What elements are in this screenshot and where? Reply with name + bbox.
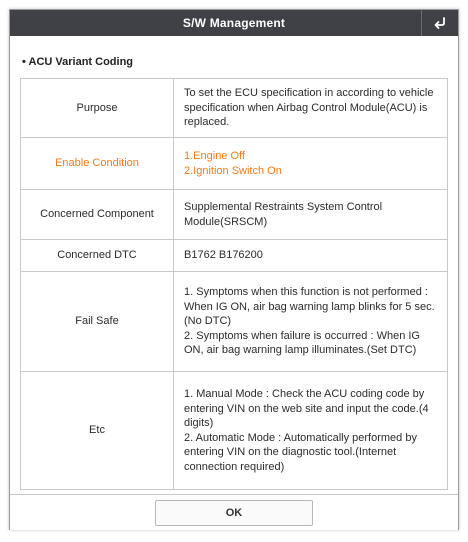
row-label: Concerned DTC [21, 240, 174, 272]
row-value-line: 1. Manual Mode : Check the ACU coding code by entering VIN on the web site and input the code.(4 digits) [184, 388, 429, 429]
dialog-titlebar [10, 10, 458, 36]
row-value-line: B1762 B176200 [184, 249, 263, 262]
row-value [174, 138, 448, 190]
table-row [21, 190, 448, 240]
row-value [174, 272, 448, 372]
table-row [21, 272, 448, 372]
ok-button[interactable]: OK [155, 500, 313, 526]
row-value-line: 2.Ignition Switch On [184, 164, 282, 177]
row-value-line: Supplemental Restraints System Control Module(SRSCM) [184, 201, 383, 228]
row-value [174, 79, 448, 138]
dialog-title: S/W Management [182, 16, 286, 30]
table-row [21, 372, 448, 490]
row-value [174, 372, 448, 490]
row-value-line: 1. Symptoms when this function is not performed : When IG ON, air bag warning lamp blinks for 5 sec.(No DTC) [184, 286, 435, 328]
table-row [21, 79, 448, 138]
row-value-line: 2. Automatic Mode : Automatically performed by entering VIN on the diagnostic tool.(Internet connection required) [184, 431, 417, 473]
return-arrow-icon [432, 16, 448, 30]
row-value-line: 2. Symptoms when failure is occurred : When IG ON, air bag warning lamp illuminates.(Set DTC) [184, 329, 420, 357]
info-table [20, 78, 448, 490]
row-label: Fail Safe [21, 272, 174, 372]
row-value [174, 240, 448, 272]
row-value-line: 1.Engine Off [184, 150, 245, 162]
table-row [21, 138, 448, 190]
row-label: Concerned Component [21, 190, 174, 240]
section-title: • ACU Variant Coding [22, 56, 134, 68]
table-row [21, 240, 448, 272]
dialog-content[interactable] [10, 36, 458, 494]
row-label: Purpose [21, 79, 174, 138]
row-label: Enable Condition [21, 138, 174, 190]
back-button[interactable] [421, 10, 458, 36]
row-label: Etc [21, 372, 174, 490]
sw-management-dialog [9, 9, 459, 530]
row-value-line: To set the ECU specification in according to vehicle specification when Airbag Control Module(ACU) is replaced. [184, 87, 434, 129]
row-value [174, 190, 448, 240]
dialog-footer [10, 494, 458, 530]
